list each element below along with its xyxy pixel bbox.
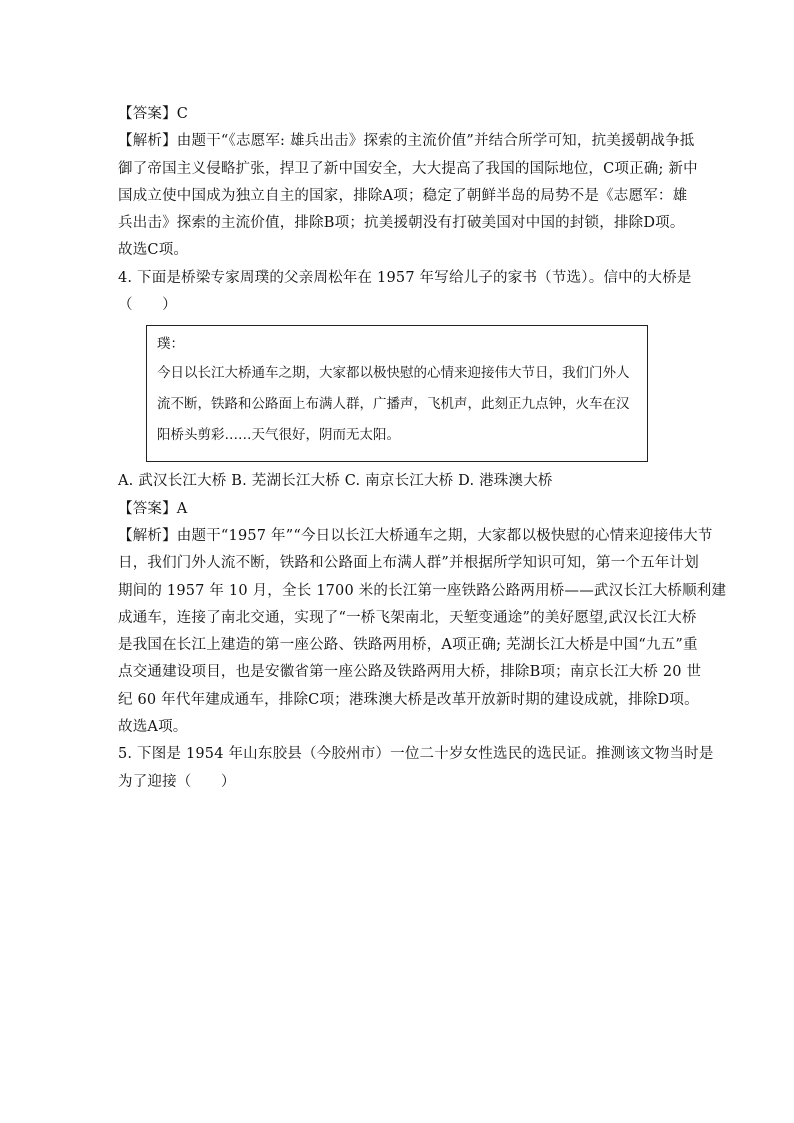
question-3-answer-block [118,101,698,265]
analysis-line: 【解析】由题干“《志愿军: 雄兵出击》探索的主流价值”并结合所学可知，抗美援朝战争抵 [118,133,695,150]
letter-line: 今日以长江大桥通车之期，大家都以极快慰的心情来迎接伟大节日，我们门外人 [157,365,630,382]
analysis-line: 成通车，连接了南北交通，实现了“一桥飞架南北，天堑变通途”的美好愿望,武汉长江大桥 [118,609,697,626]
analysis-line: 【解析】由题干“1957 年”“今日以长江大桥通车之期，大家都以极快慰的心情来迎接伟大节 [118,527,713,544]
question-stem-blank: （ ） [118,297,177,314]
analysis-line: 日，我们门外人流不断，铁路和公路面上布满人群”并根据所学知识可知，第一个五年计划 [118,555,699,572]
page-content [118,101,727,796]
answer-options: A. 武汉长江大桥 B. 芜湖长江大桥 C. 南京长江大桥 D. 港珠澳大桥 [118,473,553,490]
analysis-line: 御了帝国主义侵略扩张，捍卫了新中国安全，大大提高了我国的国际地位，C项正确; 新中 [118,160,698,177]
question-stem: 4. 下面是桥梁专家周璞的父亲周松年在 1957 年写给儿子的家书（节选）。信中的大桥是 [118,269,692,286]
letter-line: 流不断，铁路和公路面上布满人群，广播声，飞机声，此刻正九点钟，火车在汉 [157,396,630,413]
question-stem: 5. 下图是 1954 年山东胶县（今胶州市）一位二十岁女性选民的选民证。推测该文物当时是 [118,746,714,763]
analysis-paragraph [118,523,727,741]
analysis-line: 是我国在长江上建造的第一座公路、铁路两用桥，A项正确; 芜湖长江大桥是中国“九五”重 [118,637,698,654]
analysis-paragraph [118,128,698,264]
analysis-line: 兵出击》探索的主流价值，排除B项；抗美援朝没有打破美国对中国的封锁，排除D项。 [118,215,685,232]
analysis-line: 期间的 1957 年 10 月，全长 1700 米的长江第一座铁路公路两用桥——武汉长江大桥顺利建 [118,582,727,599]
letter-excerpt-box [146,325,648,462]
question-stem: 为了迎接（ ） [118,773,236,790]
answer-label: 【答案】C [118,106,189,122]
analysis-line: 故选A项。 [118,719,188,736]
letter-salutation: 璞： [157,336,184,353]
letter-line: 阳桥头剪彩……天气很好，阴而无太阳。 [157,427,400,444]
analysis-line: 纪 60 年代年建成通车，排除C项；港珠澳大桥是改革开放新时期的建设成就，排除D项。 [118,691,699,708]
analysis-line: 点交通建设项目，也是安徽省第一座公路及铁路两用大桥，排除B项；南京长江大桥 20 世 [118,664,702,681]
answer-label: 【答案】A [118,500,188,517]
analysis-line: 国成立使中国成为独立自主的国家，排除A项；稳定了朝鲜半岛的局势不是《志愿军：雄 [118,187,688,204]
question-4-block [118,265,727,742]
question-5-block [118,741,714,796]
analysis-line: 故选C项。 [118,242,189,259]
